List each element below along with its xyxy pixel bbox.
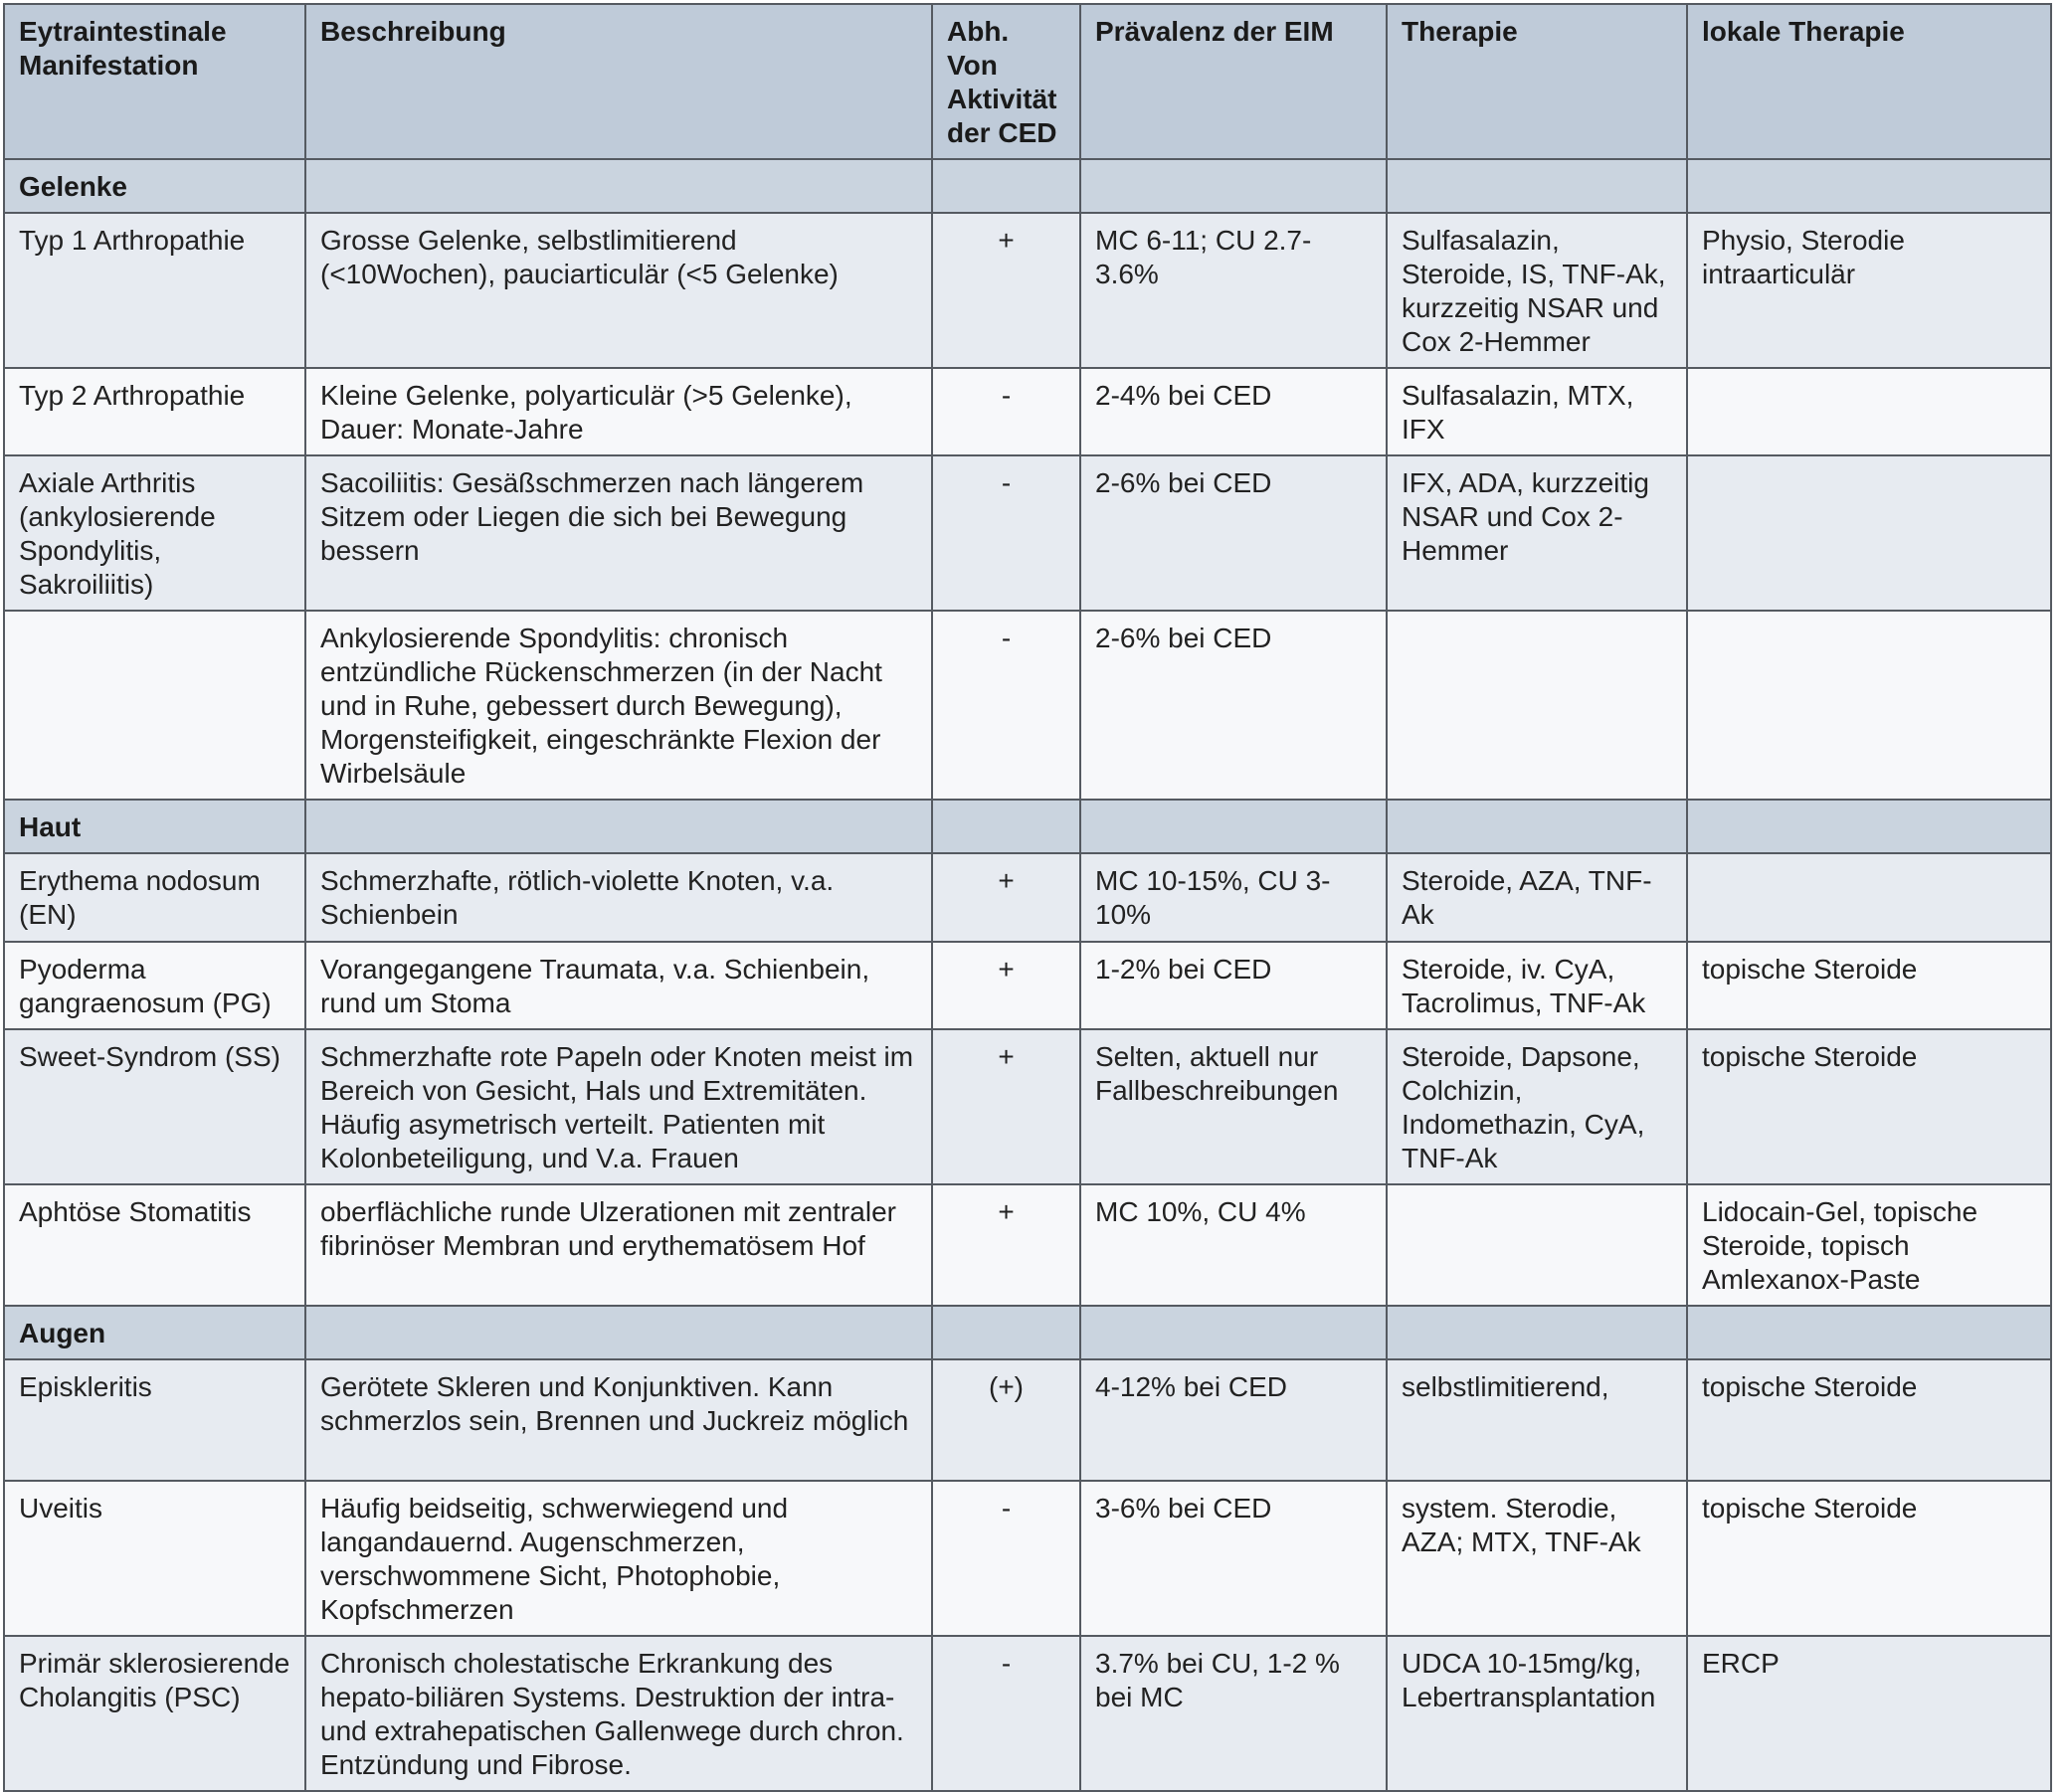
manifestation-cell: Aphtöse Stomatitis: [4, 1184, 305, 1306]
activity-cell: (+): [932, 1359, 1080, 1481]
section-row-gelenke: [4, 159, 2051, 213]
prevalence-cell: 2-6% bei CED: [1080, 611, 1387, 800]
activity-cell: -: [932, 368, 1080, 455]
local-therapy-cell: Physio, Sterodie intraarticulär: [1687, 213, 2051, 368]
prevalence-cell: MC 10-15%, CU 3-10%: [1080, 853, 1387, 942]
local-therapy-cell: topische Steroide: [1687, 942, 2051, 1029]
local-therapy-cell: [1687, 853, 2051, 942]
eim-table: [3, 3, 2052, 1792]
header-description: Beschreibung: [305, 4, 932, 159]
table-row: [4, 942, 2051, 1029]
manifestation-cell: Episkleritis: [4, 1359, 305, 1481]
table-row: [4, 1481, 2051, 1636]
activity-cell: +: [932, 1184, 1080, 1306]
table-row: [4, 611, 2051, 800]
prevalence-cell: 3.7% bei CU, 1-2 % bei MC: [1080, 1636, 1387, 1791]
activity-cell: -: [932, 1481, 1080, 1636]
manifestation-cell: Primär sklerosierende Cholangitis (PSC): [4, 1636, 305, 1791]
activity-cell: +: [932, 213, 1080, 368]
therapy-cell: Steroide, AZA, TNF-Ak: [1387, 853, 1687, 942]
description-cell: oberflächliche runde Ulzerationen mit zentraler fibrinöser Membran und erythematösem Hof: [305, 1184, 932, 1306]
manifestation-cell: Typ 1 Arthropathie: [4, 213, 305, 368]
prevalence-cell: 2-6% bei CED: [1080, 455, 1387, 611]
description-cell: Ankylosierende Spondylitis: chronisch entzündliche Rückenschmerzen (in der Nacht und in Ruhe, gebessert durch Bewegung), Morgensteifigkeit, eingeschränkte Flexion der Wirbelsäule: [305, 611, 932, 800]
header-row: [4, 4, 2051, 159]
table-row: [4, 1359, 2051, 1481]
therapy-cell: Sulfasalazin, Steroide, IS, TNF-Ak, kurzzeitig NSAR und Cox 2-Hemmer: [1387, 213, 1687, 368]
prevalence-cell: 2-4% bei CED: [1080, 368, 1387, 455]
manifestation-cell: [4, 611, 305, 800]
prevalence-cell: MC 6-11; CU 2.7-3.6%: [1080, 213, 1387, 368]
description-cell: Kleine Gelenke, polyarticulär (>5 Gelenke), Dauer: Monate-Jahre: [305, 368, 932, 455]
therapy-cell: selbstlimitierend,: [1387, 1359, 1687, 1481]
header-therapy: Therapie: [1387, 4, 1687, 159]
prevalence-cell: 3-6% bei CED: [1080, 1481, 1387, 1636]
therapy-cell: system. Sterodie, AZA; MTX, TNF-Ak: [1387, 1481, 1687, 1636]
therapy-cell: Steroide, iv. CyA, Tacrolimus, TNF-Ak: [1387, 942, 1687, 1029]
therapy-cell: [1387, 611, 1687, 800]
header-prevalence: Prävalenz der EIM: [1080, 4, 1387, 159]
table-row: [4, 1029, 2051, 1184]
description-cell: Häufig beidseitig, schwerwiegend und langandauernd. Augenschmerzen, verschwommene Sicht, Photophobie, Kopfschmerzen: [305, 1481, 932, 1636]
manifestation-cell: Pyoderma gangraenosum (PG): [4, 942, 305, 1029]
header-activity: Abh. Von Aktivität der CED: [932, 4, 1080, 159]
therapy-cell: Steroide, Dapsone, Colchizin, Indomethazin, CyA, TNF-Ak: [1387, 1029, 1687, 1184]
header-local-therapy: lokale Therapie: [1687, 4, 2051, 159]
manifestation-cell: Sweet-Syndrom (SS): [4, 1029, 305, 1184]
table-row: [4, 455, 2051, 611]
manifestation-cell: Typ 2 Arthropathie: [4, 368, 305, 455]
section-title: Augen: [4, 1306, 305, 1359]
local-therapy-cell: ERCP: [1687, 1636, 2051, 1791]
section-title: Haut: [4, 800, 305, 853]
activity-cell: +: [932, 1029, 1080, 1184]
therapy-cell: IFX, ADA, kurzzeitig NSAR und Cox 2-Hemmer: [1387, 455, 1687, 611]
activity-cell: +: [932, 853, 1080, 942]
therapy-cell: Sulfasalazin, MTX, IFX: [1387, 368, 1687, 455]
local-therapy-cell: topische Steroide: [1687, 1029, 2051, 1184]
manifestation-cell: Uveitis: [4, 1481, 305, 1636]
table-row: [4, 213, 2051, 368]
local-therapy-cell: [1687, 611, 2051, 800]
local-therapy-cell: topische Steroide: [1687, 1359, 2051, 1481]
description-cell: Chronisch cholestatische Erkrankung des hepato-biliären Systems. Destruktion der intra- und extrahepatischen Gallenwege durch chron. Entzündung und Fibrose.: [305, 1636, 932, 1791]
table-row: [4, 368, 2051, 455]
section-row-haut: [4, 800, 2051, 853]
prevalence-cell: 4-12% bei CED: [1080, 1359, 1387, 1481]
local-therapy-cell: [1687, 455, 2051, 611]
section-row-augen: [4, 1306, 2051, 1359]
activity-cell: -: [932, 455, 1080, 611]
header-manifestation: Eytraintestinale Manifestation: [4, 4, 305, 159]
description-cell: Schmerzhafte, rötlich-violette Knoten, v.a. Schienbein: [305, 853, 932, 942]
table-row: [4, 853, 2051, 942]
activity-cell: -: [932, 1636, 1080, 1791]
manifestation-cell: Axiale Arthritis (ankylosierende Spondylitis, Sakroiliitis): [4, 455, 305, 611]
table-row: [4, 1184, 2051, 1306]
description-cell: Gerötete Skleren und Konjunktiven. Kann schmerzlos sein, Brennen und Juckreiz möglich: [305, 1359, 932, 1481]
prevalence-cell: Selten, aktuell nur Fallbeschreibungen: [1080, 1029, 1387, 1184]
activity-cell: +: [932, 942, 1080, 1029]
description-cell: Schmerzhafte rote Papeln oder Knoten meist im Bereich von Gesicht, Hals und Extremitäten. Häufig asymetrisch verteilt. Patienten mit Kolonbeteiligung, und V.a. Frauen: [305, 1029, 932, 1184]
local-therapy-cell: topische Steroide: [1687, 1481, 2051, 1636]
therapy-cell: UDCA 10-15mg/kg, Lebertransplantation: [1387, 1636, 1687, 1791]
prevalence-cell: 1-2% bei CED: [1080, 942, 1387, 1029]
manifestation-cell: Erythema nodosum (EN): [4, 853, 305, 942]
prevalence-cell: MC 10%, CU 4%: [1080, 1184, 1387, 1306]
local-therapy-cell: Lidocain-Gel, topische Steroide, topisch Amlexanox-Paste: [1687, 1184, 2051, 1306]
description-cell: Grosse Gelenke, selbstlimitierend (<10Wochen), pauciarticulär (<5 Gelenke): [305, 213, 932, 368]
activity-cell: -: [932, 611, 1080, 800]
therapy-cell: [1387, 1184, 1687, 1306]
description-cell: Sacoiliitis: Gesäßschmerzen nach längerem Sitzem oder Liegen die sich bei Bewegung bessern: [305, 455, 932, 611]
section-title: Gelenke: [4, 159, 305, 213]
description-cell: Vorangegangene Traumata, v.a. Schienbein, rund um Stoma: [305, 942, 932, 1029]
local-therapy-cell: [1687, 368, 2051, 455]
table-row: [4, 1636, 2051, 1791]
